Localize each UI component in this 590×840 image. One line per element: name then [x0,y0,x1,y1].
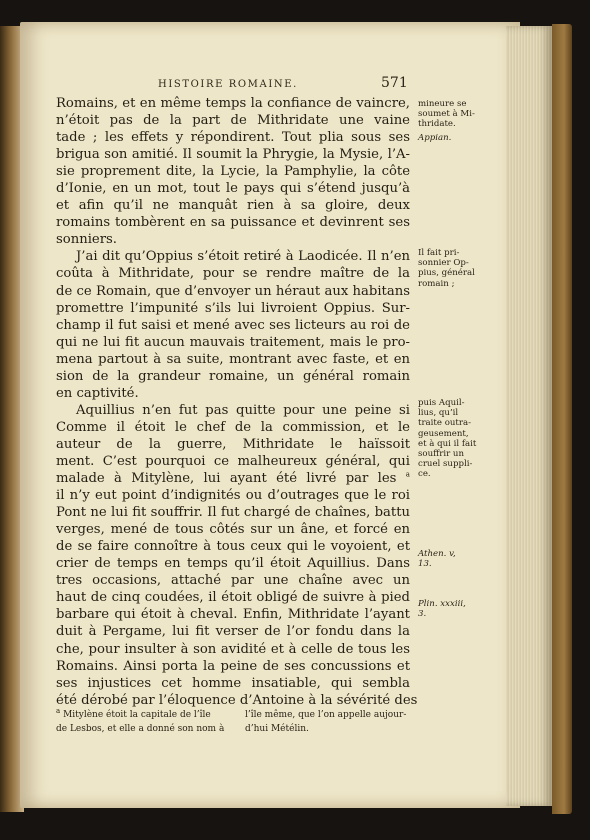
text-line: qui ne lui fit aucun mauvais traitement, mais le pro- [56,334,410,350]
text-line: été dérobé par l’éloquence d’Antoine à la sévérité des [56,692,418,708]
text-line: Comme il étoit le chef de la commission, et le [56,419,410,435]
margin-note [418,599,486,619]
margin-note-line: Athen. v, [418,549,456,559]
margin-note-line: 3. [418,609,427,620]
footnote-line: d’hui Métélin. [245,724,309,734]
margin-note-line: thridate. [418,119,456,130]
margin-note [418,549,486,569]
text-line: tade ; les effets y répondirent. Tout plia sous ses [56,130,410,146]
text-line: J’ai dit qu’Oppius s’étoit retiré à Laodicée. Il n’en [76,249,410,265]
body-text [56,95,418,709]
text-line: coûta à Mithridate, pour se rendre maître de la [56,266,410,282]
text-line: haut de cinq coudées, il étoit obligé de suivre à pied [56,590,410,606]
text-line: Aquillius n’en fut pas quitte pour une peine si [76,402,410,418]
footnote-left [56,708,236,736]
margin-note-line: traite outra- [418,418,472,429]
text-line: sion de la grandeur romaine, un général romain [56,368,410,384]
margin-note-line: cruel suppli- [418,459,473,470]
footnote-marker: a [56,707,61,715]
margin-note-line: souffrir un [418,449,464,460]
text-line: et afin qu’il ne manquât rien à sa gloire, deux [56,198,410,214]
margin-note-line: lius, qu’il [418,408,459,419]
margin-note [418,133,486,143]
text-line: de se faire connoître à tous ceux qui le voyoient, et [56,539,410,555]
footnote-line: $^a$ Mitylène étoit la capitale de l’île [56,707,211,720]
footnote-ref: a [405,470,410,479]
margin-note [418,248,486,289]
margin-note-line: Appian. [418,133,452,143]
margin-note-line: pius, général [418,268,475,279]
margin-note [418,398,486,480]
text-line: n’étoit pas de la part de Mithridate une vaine [56,113,410,129]
text-line: il n’y eut point d’indignités ou d’outrages que le roi [56,488,410,504]
margin-note-line: mineure se [418,99,467,109]
text-line: d’Ionie, en un mot, tout le pays qui s’étend jusqu’à [56,181,410,197]
text-line: sie proprement dite, la Lycie, la Pamphylie, la côte [56,164,410,180]
text-line: de ce Romain, que d’envoyer un héraut aux habitans [56,283,410,299]
text-line: mena partout à sa suite, montrant avec faste, et en [56,351,410,367]
page-number: 571 [381,75,408,91]
margin-note-line: Plin. xxxiii, [418,599,466,609]
text-line: ses injustices cet homme insatiable, qui sembla [56,675,410,691]
text-line: Pont ne lui fit souffrir. Il fut chargé de chaînes, battu [56,505,410,521]
text-line: promettre l’impunité s’ils lui livroient Oppius. Sur- [56,300,410,316]
running-title: HISTOIRE ROMAINE. [158,79,298,90]
text-line: tres occasions, attaché par une chaîne avec un [56,573,410,589]
page-edges [506,26,552,806]
text-line: crier de temps en temps qu’il étoit Aquillius. Dans [56,556,410,572]
footnote-right [245,708,425,736]
footnote-line: de Lesbos, et elle a donné son nom à [56,724,225,734]
margin-note [418,99,486,130]
text-line: duit à Pergame, lui fit verser de l’or fondu dans la [56,624,410,640]
cover-board [552,24,572,814]
margin-note-line: sonnier Op- [418,258,469,269]
margin-note-line: puis Aquil- [418,398,465,408]
text-line: verges, mené de tous côtés sur un âne, et forcé en [56,522,410,538]
margin-note-line: 13. [418,559,432,570]
text-line: ment. C’est pourquoi ce malheureux général, qui [56,453,410,469]
margin-note-line: geusement, [418,428,469,439]
text-line: romains tombèrent en sa puissance et devinrent ses [56,215,410,231]
text-line: barbare qui étoit à cheval. Enfin, Mithridate l’ayant [56,607,410,623]
text-line: champ il fut saisi et mené avec ses licteurs au roi de [56,317,410,333]
margin-note-line: soumet à Mi- [418,109,475,120]
text-line: malade à Mitylène, lui ayant été livré par les $^a$ [56,470,410,487]
text-line: che, pour insulter à son avidité et à celle de tous les [56,641,410,657]
text-line: en captivité. [56,385,139,401]
page-header [0,75,590,95]
text-line: brigua son amitié. Il soumit la Phrygie, la Mysie, l’A- [56,147,410,163]
text-line: auteur de la guerre, Mithridate le haïssoit [56,436,410,452]
text-line: sonniers. [56,232,117,248]
margin-note-line: Il fait pri- [418,248,460,258]
text-line: Romains, et en même temps la confiance de vaincre, [56,96,410,111]
margin-note-line: et à qui il fait [418,438,477,449]
footnote-line: l’île même, que l’on appelle aujour- [245,710,407,720]
margin-note-line: romain ; [418,278,455,289]
margin-note-line: ce. [418,469,431,480]
text-line: Romains. Ainsi porta la peine de ses concussions et [56,658,410,674]
